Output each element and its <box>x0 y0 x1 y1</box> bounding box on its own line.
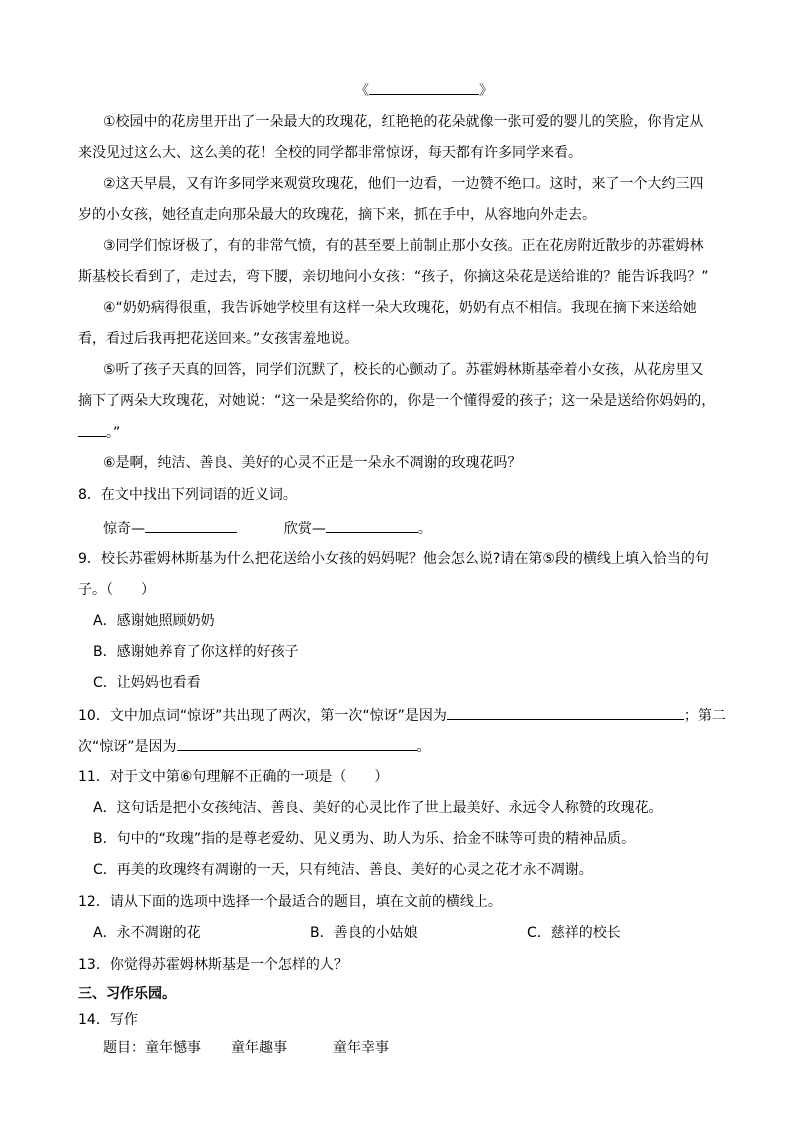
question-8-blank-2[interactable] <box>326 518 418 533</box>
question-10-blank-1[interactable] <box>447 705 684 720</box>
paragraph-5-line-2: 摘下了两朵大玫瑰花，对她说：“这一朵是奖给你的，你是一个懂得爱的孩子；这一朵是送给你妈妈的， <box>78 393 716 409</box>
section-3-heading: 三、习作乐园。 <box>78 986 176 1002</box>
question-12-stem: 12．请从下面的选项中选择一个最适合的题目，填在文前的横线上。 <box>78 894 502 910</box>
question-8-stem: 8．在文中找出下列词语的近义词。 <box>78 487 297 503</box>
paragraph-2-line-2: 岁的小女孩，她径直走向那朵最大的玫瑰花，摘下来，抓在手中，从容地向外走去。 <box>78 207 596 223</box>
question-8-blank-1[interactable] <box>145 518 237 533</box>
question-11-stem: 11．对于文中第⑥句理解不正确的一项是（ ） <box>78 769 389 785</box>
question-12-option-c[interactable]: C．慈祥的校长 <box>527 925 621 941</box>
paragraph-6: ⑥是啊，纯洁、善良、美好的心灵不正是一朵永不凋谢的玫瑰花吗？ <box>103 455 522 471</box>
question-8-end: 。 <box>417 521 432 537</box>
paragraph-1-line-2: 来没见过这么大、这么美的花！全校的同学都非常惊讶，每天都有许多同学来看。 <box>78 145 582 161</box>
paragraph-5-line-1: ⑤听了孩子天真的回答，同学们沉默了，校长的心颤动了。苏霍姆林斯基牵着小女孩，从花房里又 <box>103 362 704 378</box>
question-8-word-2: 欣赏— <box>283 521 326 537</box>
paragraph-3-line-2: 斯基校长看到了，走过去，弯下腰，亲切地问小女孩：“孩子，你摘这朵花是送给谁的？能告诉我吗？” <box>78 269 709 285</box>
question-13-stem: 13．你觉得苏霍姆林斯基是一个怎样的人？ <box>78 957 348 973</box>
question-11-option-c[interactable]: C．再美的玫瑰终有凋谢的一天，只有纯洁、善良、美好的心灵之花才永不凋谢。 <box>93 862 593 878</box>
paragraph-5-end: 。” <box>106 425 121 441</box>
title-open-bracket: 《 <box>355 83 369 99</box>
question-10-stem-start: 10．文中加点词“惊讶”共出现了两次，第一次“惊讶”是因为 <box>78 708 447 724</box>
question-14-stem: 14．写作 <box>78 1012 138 1028</box>
paragraph-3-line-1: ③同学们惊讶极了，有的非常气愤，有的甚至要上前制止那小女孩。正在花房附近散步的苏霍姆林 <box>103 238 704 254</box>
question-8-answer-row <box>103 518 432 539</box>
passage-title <box>355 80 493 101</box>
question-11-option-a[interactable]: A．这句话是把小女孩纯洁、善良、美好的心灵比作了世上最美好、永远令人称赞的玫瑰花。 <box>93 800 663 816</box>
question-14-topics <box>103 1038 389 1058</box>
title-close-bracket: 》 <box>479 83 493 99</box>
paragraph-4-line-1: ④“奶奶病得很重，我告诉她学校里有这样一朵大玫瑰花，奶奶有点不相信。我现在摘下来送给她 <box>103 300 697 316</box>
question-12-option-a[interactable]: A．永不凋谢的花 <box>93 925 201 941</box>
paragraph-1-line-1: ①校园中的花房里开出了一朵最大的玫瑰花，红艳艳的花朵就像一张可爱的婴儿的笑脸，你肯定从 <box>103 114 704 130</box>
question-10-stem-mid: ；第二 <box>683 708 726 724</box>
paragraph-4-line-2: 看，看过后我再把花送回来。”女孩害羞地说。 <box>78 331 359 347</box>
question-9-option-a[interactable]: A．感谢她照顾奶奶 <box>93 613 215 629</box>
question-9-stem-line-2: 子。（ ） <box>78 582 155 598</box>
question-10-blank-2[interactable] <box>177 736 417 751</box>
question-14-topic-3: 童年幸事 <box>333 1040 389 1056</box>
question-10-stem-second: 次“惊讶”是因为 <box>78 739 177 755</box>
question-14-topic-1: 童年憾事 <box>145 1040 201 1056</box>
question-9-stem-line-1: 9．校长苏霍姆林斯基为什么把花送给小女孩的妈妈呢？他会怎么说?请在第⑤段的横线上填入恰当的句 <box>78 551 709 567</box>
question-14-topic-label: 题目： <box>103 1040 145 1056</box>
question-11-option-b[interactable]: B．句中的“玫瑰”指的是尊老爱幼、见义勇为、助人为乐、拾金不昧等可贵的精神品质。 <box>93 831 636 847</box>
question-9-option-b[interactable]: B．感谢她养育了你这样的好孩子 <box>93 644 299 660</box>
question-10-end: 。 <box>416 739 431 755</box>
paragraph-2-line-1: ②这天早晨，又有许多同学来观赏玫瑰花，他们一边看，一边赞不绝口。这时，来了一个大约三四 <box>103 176 704 192</box>
question-10-line-2 <box>78 736 431 757</box>
question-10-line-1 <box>78 705 726 726</box>
question-14-topic-2: 童年趣事 <box>231 1040 287 1056</box>
question-12-option-b[interactable]: B．善良的小姑娘 <box>310 925 418 941</box>
question-8-word-1: 惊奇— <box>103 521 145 537</box>
paragraph-5-blank[interactable] <box>78 422 106 437</box>
question-9-option-c[interactable]: C．让妈妈也看看 <box>93 675 201 691</box>
paragraph-5-line-3 <box>78 422 120 443</box>
title-blank[interactable] <box>369 80 479 95</box>
